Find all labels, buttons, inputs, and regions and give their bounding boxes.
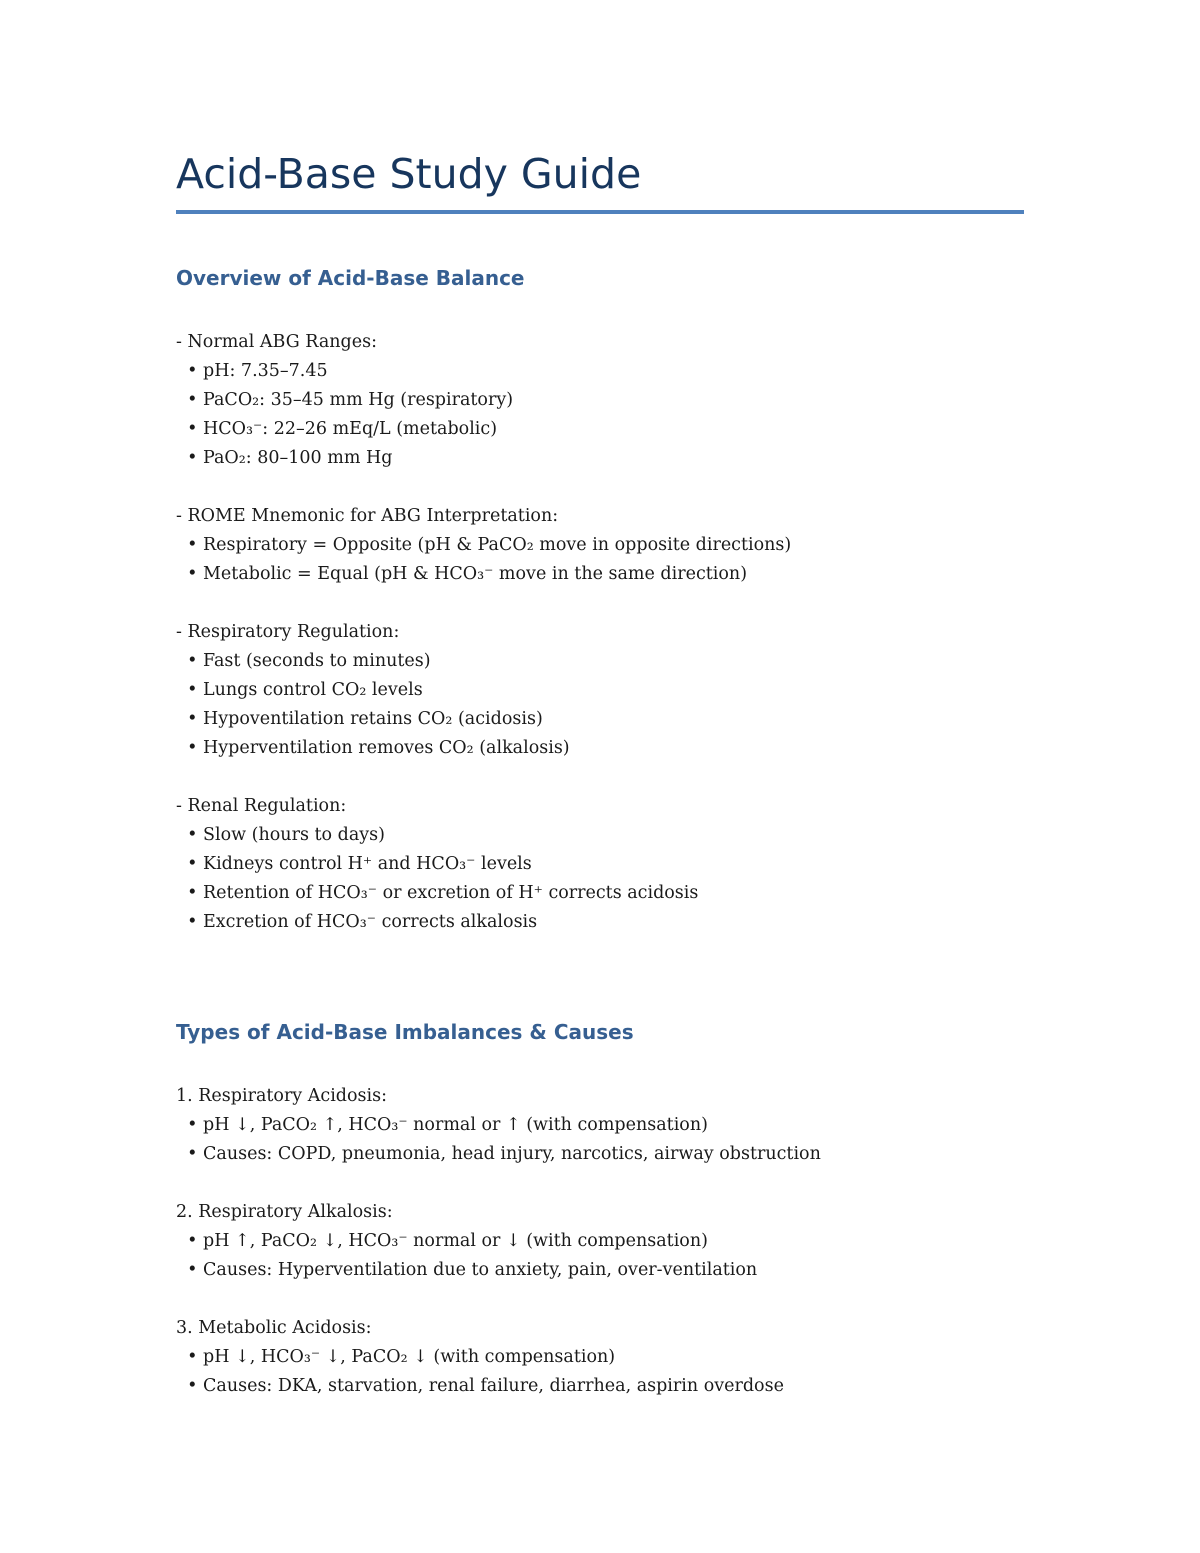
block-label-respiratory-regulation: - Respiratory Regulation: [176, 622, 400, 642]
list-item: • Hyperventilation removes CO₂ (alkalosis) [176, 738, 570, 758]
block-label-respiratory-alkalosis: 2. Respiratory Alkalosis: [176, 1202, 393, 1222]
list-item: • PaCO₂: 35–45 mm Hg (respiratory) [176, 390, 514, 410]
list-item: • pH ↓, PaCO₂ ↑, HCO₃⁻ normal or ↑ (with compensation) [176, 1115, 708, 1135]
list-item: • Causes: DKA, starvation, renal failure, diarrhea, aspirin overdose [176, 1376, 784, 1396]
list-item: • pH: 7.35–7.45 [176, 361, 328, 381]
list-item: • pH ↓, HCO₃⁻ ↓, PaCO₂ ↓ (with compensation) [176, 1347, 616, 1367]
section-heading-overview: Overview of Acid-Base Balance [176, 266, 525, 290]
block-label-respiratory-acidosis: 1. Respiratory Acidosis: [176, 1086, 387, 1106]
block-label-renal-regulation: - Renal Regulation: [176, 796, 347, 816]
list-item: • Excretion of HCO₃⁻ corrects alkalosis [176, 912, 538, 932]
list-item: • PaO₂: 80–100 mm Hg [176, 448, 393, 468]
list-item: • Metabolic = Equal (pH & HCO₃⁻ move in the same direction) [176, 564, 748, 584]
section-heading-imbalances: Types of Acid-Base Imbalances & Causes [176, 1020, 634, 1044]
list-item: • HCO₃⁻: 22–26 mEq/L (metabolic) [176, 419, 498, 439]
list-item: • Fast (seconds to minutes) [176, 651, 431, 671]
block-label-normal-abg: - Normal ABG Ranges: [176, 332, 377, 352]
list-item: • pH ↑, PaCO₂ ↓, HCO₃⁻ normal or ↓ (with compensation) [176, 1231, 708, 1251]
document-title: Acid-Base Study Guide [176, 150, 642, 198]
list-item: • Lungs control CO₂ levels [176, 680, 423, 700]
title-underline [176, 210, 1024, 214]
block-label-rome: - ROME Mnemonic for ABG Interpretation: [176, 506, 559, 526]
list-item: • Respiratory = Opposite (pH & PaCO₂ move in opposite directions) [176, 535, 792, 555]
block-label-metabolic-acidosis: 3. Metabolic Acidosis: [176, 1318, 372, 1338]
list-item: • Retention of HCO₃⁻ or excretion of H⁺ corrects acidosis [176, 883, 699, 903]
list-item: • Kidneys control H⁺ and HCO₃⁻ levels [176, 854, 532, 874]
list-item: • Causes: COPD, pneumonia, head injury, narcotics, airway obstruction [176, 1144, 821, 1164]
list-item: • Causes: Hyperventilation due to anxiety, pain, over-ventilation [176, 1260, 758, 1280]
list-item: • Slow (hours to days) [176, 825, 385, 845]
list-item: • Hypoventilation retains CO₂ (acidosis) [176, 709, 543, 729]
